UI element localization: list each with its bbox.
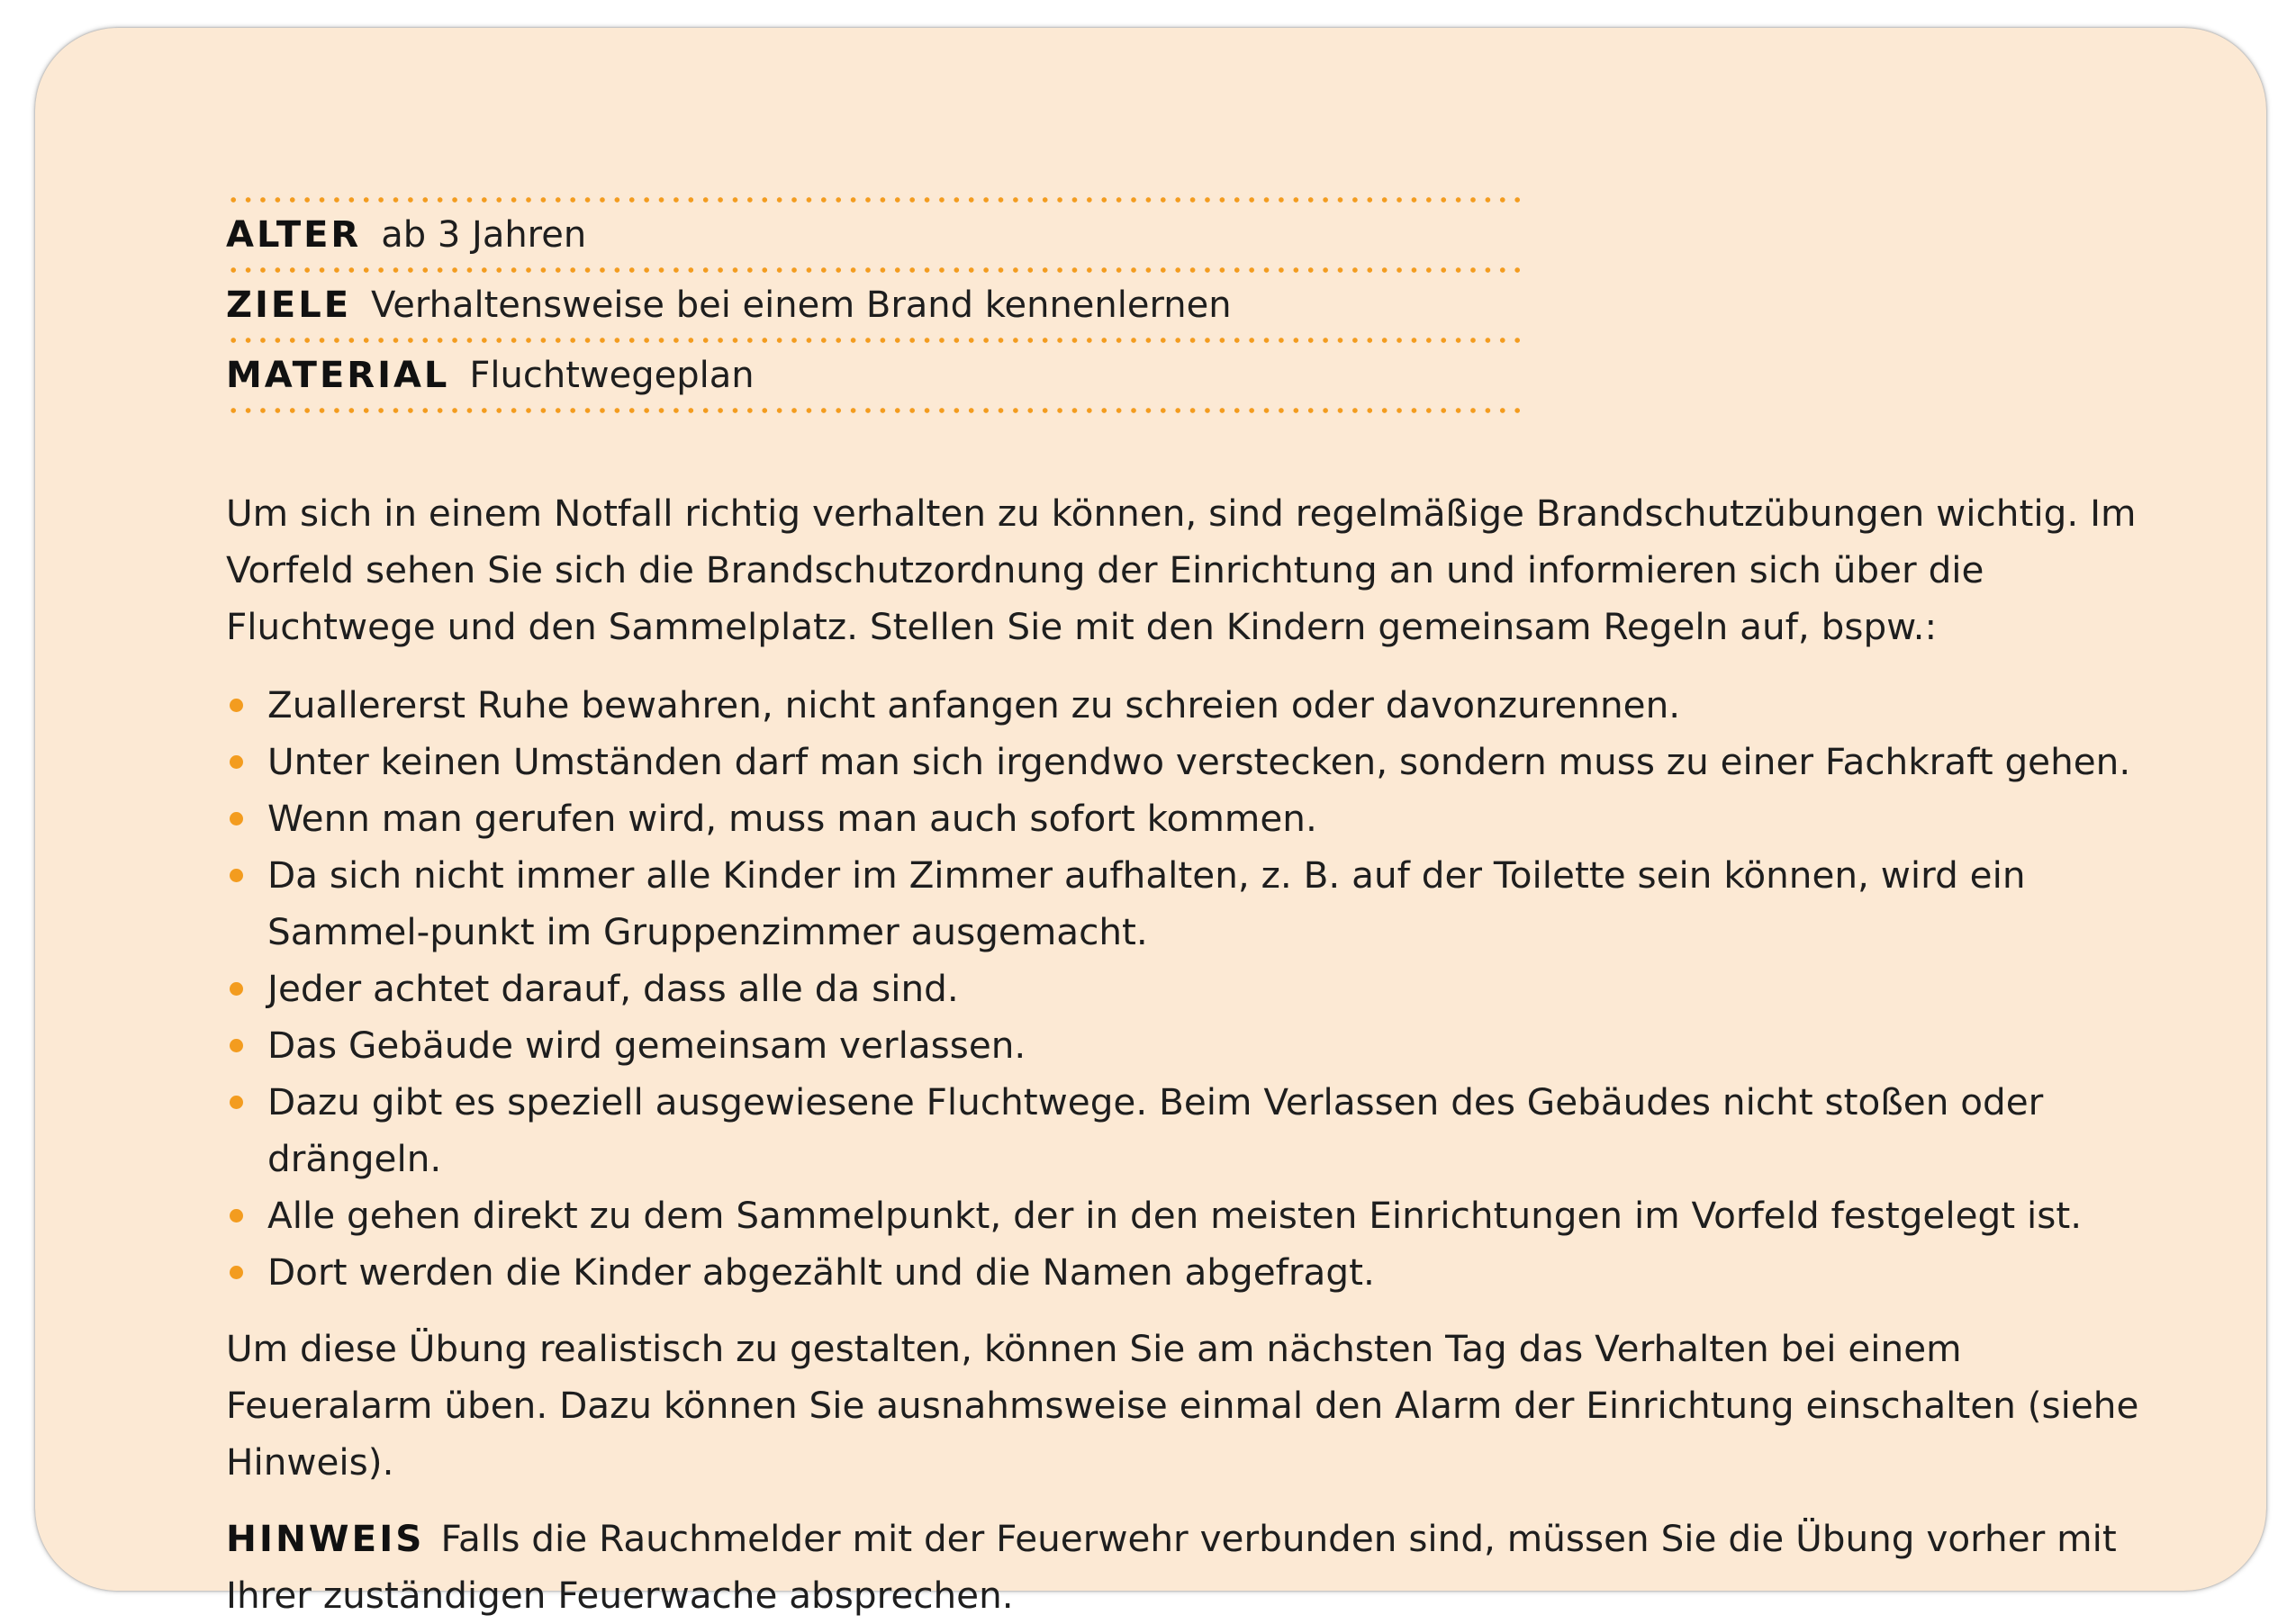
list-item	[226, 1017, 2171, 1074]
list-item-text: Unter keinen Umständen darf man sich irgendwo verstecken, sondern muss zu einer Fachkraft gehen.	[267, 740, 2131, 783]
list-item	[226, 1187, 2171, 1244]
bullet-icon	[230, 869, 243, 882]
list-item	[226, 847, 2171, 961]
outro-paragraph: Um diese Übung realistisch zu gestalten, können Sie am nächsten Tag das Verhalten bei einem Feueralarm üben. Dazu können Sie ausnahmsweise einmal den Alarm der Einrichtung einschalten (siehe Hinweis).	[226, 1327, 2139, 1484]
info-row-goals	[226, 273, 1523, 338]
bullet-icon	[230, 1266, 243, 1279]
list-item-text: Jeder achtet darauf, dass alle da sind.	[267, 967, 959, 1010]
info-value-goals: Verhaltensweise bei einem Brand kennenlernen	[371, 284, 1232, 326]
info-value-age: ab 3 Jahren	[381, 214, 587, 256]
list-item	[226, 677, 2171, 734]
list-item	[226, 790, 2171, 847]
bullet-icon	[230, 699, 243, 712]
dotted-divider	[226, 408, 1523, 413]
list-item	[226, 1074, 2171, 1187]
intro-paragraph: Um sich in einem Notfall richtig verhalten zu können, sind regelmäßige Brandschutzübungen wichtig. Im Vorfeld sehen Sie sich die Brandschutzordnung der Einrichtung an und informieren sich über die Fluchtwege und den Sammelplatz. Stellen Sie mit den Kindern gemeinsam Regeln auf, bspw.:	[226, 492, 2137, 648]
note-text: Falls die Rauchmelder mit der Feuerwehr verbunden sind, müssen Sie die Übung vorher mit Ihrer zuständigen Feuerwache absprechen.	[226, 1517, 2117, 1617]
list-item-text: Dort werden die Kinder abgezählt und die Namen abgefragt.	[267, 1250, 1375, 1294]
info-row-material	[226, 343, 1523, 408]
info-label-age: ALTER	[226, 214, 362, 256]
list-item-text: Das Gebäude wird gemeinsam verlassen.	[267, 1024, 1026, 1067]
info-row-age	[226, 203, 1523, 267]
info-value-material: Fluchtwegeplan	[469, 355, 755, 396]
list-item-text: Wenn man gerufen wird, muss man auch sofort kommen.	[267, 797, 1317, 840]
rules-list	[226, 677, 2171, 1301]
note-label: HINWEIS	[226, 1517, 425, 1560]
list-item	[226, 961, 2171, 1017]
bullet-icon	[230, 1209, 243, 1223]
card-content	[226, 197, 2171, 1624]
bullet-icon	[230, 812, 243, 826]
info-table	[226, 197, 1523, 413]
note-paragraph	[226, 1511, 2171, 1624]
bullet-icon	[230, 755, 243, 769]
bullet-icon	[230, 982, 243, 996]
activity-card	[35, 28, 2266, 1617]
list-item-text: Dazu gibt es speziell ausgewiesene Fluchtwege. Beim Verlassen des Gebäudes nicht stoßen oder drängeln.	[267, 1080, 2044, 1180]
bullet-icon	[230, 1039, 243, 1052]
info-label-goals: ZIELE	[226, 284, 352, 326]
list-item	[226, 1244, 2171, 1301]
bullet-icon	[230, 1096, 243, 1109]
list-item-text: Zuallererst Ruhe bewahren, nicht anfangen zu schreien oder davonzurennen.	[267, 683, 1681, 726]
list-item-text: Da sich nicht immer alle Kinder im Zimmer aufhalten, z. B. auf der Toilette sein können, wird ein Sammel-punkt im Gruppenzimmer ausgemacht.	[267, 853, 2026, 953]
list-item	[226, 734, 2171, 790]
info-label-material: MATERIAL	[226, 355, 450, 396]
list-item-text: Alle gehen direkt zu dem Sammelpunkt, der in den meisten Einrichtungen im Vorfeld festgelegt ist.	[267, 1194, 2083, 1237]
